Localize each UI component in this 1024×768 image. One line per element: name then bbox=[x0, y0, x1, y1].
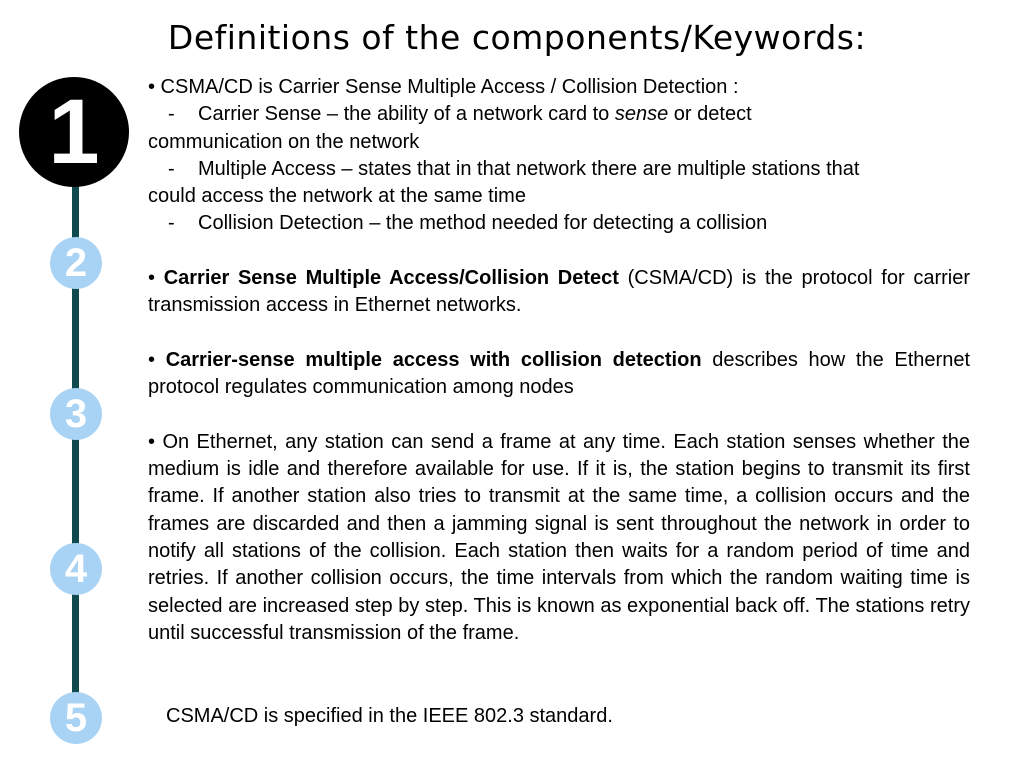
bold-term: Carrier-sense multiple access with collision detection bbox=[165, 348, 702, 371]
dash-marker: - bbox=[168, 212, 175, 235]
paragraph-ethernet-operation: • On Ethernet, any station can send a frame at any time. Each station senses whether the medium is idle and therefore available for use. If it is, the station begins to transmit its first frame. If another station also tries to transmit at the same time, a collision occurs and the frames are discarded and then a jamming signal is sent throughout the network in order to notify all stations of the collision. Each station then waits for a random period of time and retries. If another collision occurs, the time intervals from which the random waiting time is selected are increased step by step. This is known as exponential back off. The stations retry until successful transmission of the frame. bbox=[148, 430, 970, 644]
step-5-badge: 5 bbox=[50, 692, 102, 744]
step-4-badge: 4 bbox=[50, 543, 102, 595]
footer-note: CSMA/CD is specified in the IEEE 802.3 standard. bbox=[166, 705, 613, 727]
emphasis-sense: sense bbox=[614, 103, 669, 126]
paragraph-description: • Carrier-sense multiple access with collision detection describes how the Ethernet protocol regulates communication among nodes bbox=[148, 348, 971, 399]
definition-carrier-sense: - Carrier Sense – the ability of a network card to sense or detect bbox=[148, 101, 970, 128]
bold-term: Carrier Sense Multiple Access/Collision Detect bbox=[163, 267, 619, 290]
step-2-badge: 2 bbox=[50, 237, 102, 289]
step-1-badge: 1 bbox=[19, 77, 129, 187]
intro-heading: • CSMA/CD is Carrier Sense Multiple Access / Collision Detection : bbox=[148, 76, 739, 98]
dash-marker: - bbox=[168, 157, 175, 180]
definition-collision-detection: - Collision Detection – the method needed for detecting a collision bbox=[148, 210, 970, 237]
definition-multiple-access-cont: could access the network at the same time bbox=[148, 185, 526, 208]
dash-marker: - bbox=[168, 103, 175, 126]
paragraph-protocol: • Carrier Sense Multiple Access/Collision Detect (CSMA/CD) is the protocol for carrier transmission access in Ethernet networks. bbox=[148, 267, 970, 317]
page-title: Definitions of the components/Keywords: bbox=[167, 18, 867, 57]
content-body bbox=[148, 74, 970, 647]
definition-carrier-sense-cont: communication on the network bbox=[148, 130, 420, 153]
step-3-badge: 3 bbox=[50, 388, 102, 440]
definition-multiple-access: - Multiple Access – states that in that network there are multiple stations that bbox=[148, 156, 970, 183]
